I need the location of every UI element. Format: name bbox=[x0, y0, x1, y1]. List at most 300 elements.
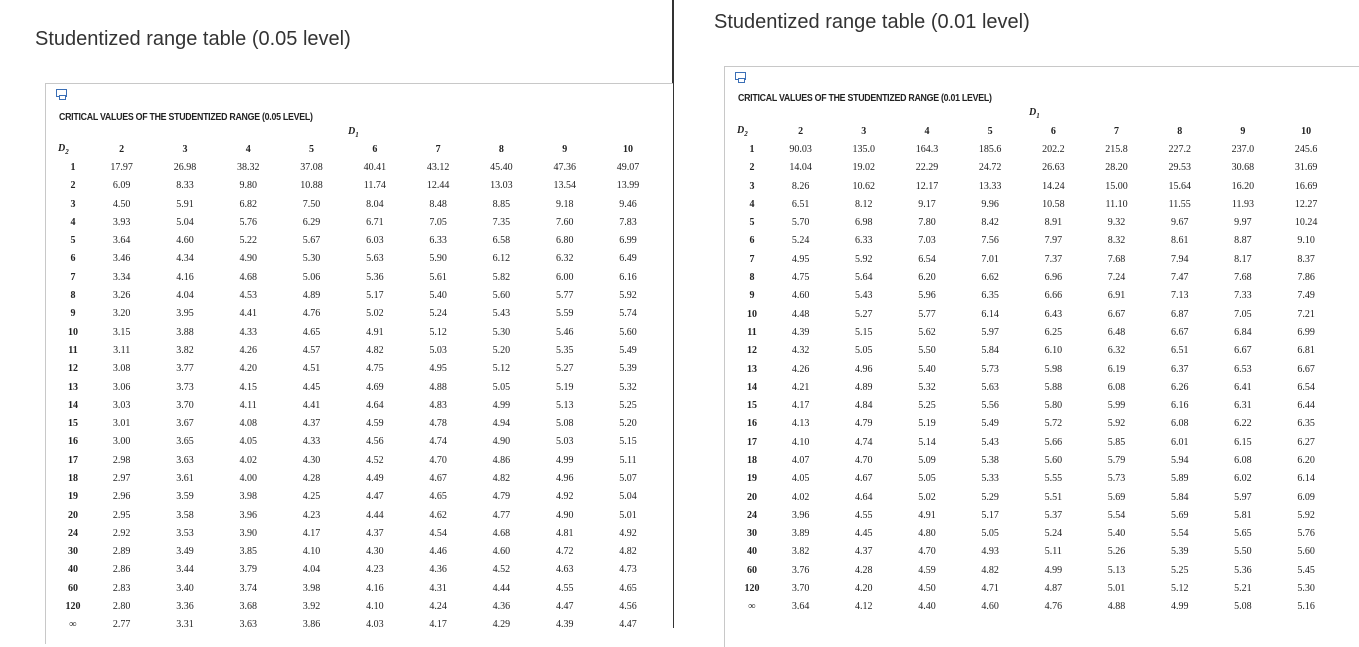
table-cell: 8.85 bbox=[492, 198, 511, 210]
table-cell: 5.24 bbox=[429, 308, 447, 320]
row-label: 9 bbox=[749, 290, 755, 302]
table-cell: 4.81 bbox=[555, 527, 574, 539]
table-cell: 8.04 bbox=[366, 198, 384, 210]
table-cell: 3.98 bbox=[302, 582, 321, 594]
row-label: 16 bbox=[747, 418, 757, 430]
table-cell: 6.37 bbox=[1170, 363, 1189, 375]
table-cell: 7.68 bbox=[1234, 272, 1252, 284]
table-cell: 5.36 bbox=[1234, 564, 1252, 576]
table-cell: 3.68 bbox=[239, 601, 257, 613]
table-cell: 4.37 bbox=[855, 546, 873, 558]
table-cell: 6.14 bbox=[981, 308, 999, 320]
table-row bbox=[56, 213, 660, 231]
table-row bbox=[735, 579, 1338, 597]
table-cell: 3.89 bbox=[791, 528, 810, 540]
table-cell: 5.32 bbox=[619, 381, 637, 393]
table-cell: 5.25 bbox=[619, 399, 637, 411]
table-cell: 5.36 bbox=[366, 271, 384, 283]
row-label: 40 bbox=[747, 546, 757, 558]
copy-table-icon[interactable] bbox=[735, 72, 746, 80]
table-cell: 4.92 bbox=[619, 527, 637, 539]
row-label: 20 bbox=[68, 509, 78, 521]
table-cell: 5.66 bbox=[1044, 436, 1063, 448]
table-cell: 3.63 bbox=[239, 619, 257, 631]
column-header: 4 bbox=[245, 143, 251, 155]
table-cell: 45.40 bbox=[490, 161, 513, 173]
table-cell: 5.03 bbox=[555, 436, 574, 448]
table-cell: 6.80 bbox=[555, 235, 574, 247]
table-cell: 4.64 bbox=[366, 399, 384, 411]
table-cell: 5.43 bbox=[855, 290, 873, 302]
table-cell: 7.33 bbox=[1234, 290, 1252, 302]
table-cell: 3.96 bbox=[239, 509, 257, 521]
table-cell: 7.80 bbox=[918, 217, 936, 229]
table-cell: 4.48 bbox=[791, 308, 810, 320]
table-cell: 4.36 bbox=[492, 601, 511, 613]
table-row bbox=[735, 488, 1338, 506]
table-cell: 5.63 bbox=[981, 381, 999, 393]
table-cell: 4.37 bbox=[366, 527, 384, 539]
table-cell: 5.03 bbox=[429, 344, 447, 356]
table-cell: 3.59 bbox=[176, 491, 194, 503]
table-row bbox=[56, 231, 660, 249]
table-cell: 6.84 bbox=[1234, 326, 1252, 338]
table-cell: 13.54 bbox=[553, 180, 576, 192]
table-cell: 6.35 bbox=[981, 290, 999, 302]
page-title-right: Studentized range table (0.01 level) bbox=[714, 11, 1030, 33]
table-cell: 5.06 bbox=[302, 271, 321, 283]
table-cell: 6.25 bbox=[1044, 326, 1063, 338]
table-cell: 7.05 bbox=[429, 216, 447, 228]
table-cell: 4.23 bbox=[366, 564, 384, 576]
table-cell: 6.08 bbox=[1234, 454, 1252, 466]
table-row bbox=[735, 598, 1338, 616]
table-row bbox=[735, 195, 1338, 213]
table-cell: 4.75 bbox=[791, 272, 810, 284]
table-cell: 4.10 bbox=[791, 436, 810, 448]
table-cell: 4.20 bbox=[239, 363, 257, 375]
table-cell: 3.00 bbox=[112, 436, 131, 448]
table-cell: 3.73 bbox=[176, 381, 194, 393]
table-cell: 4.05 bbox=[239, 436, 257, 448]
table-cell: 8.48 bbox=[429, 198, 447, 210]
table-cell: 4.16 bbox=[366, 582, 384, 594]
table-row bbox=[735, 433, 1338, 451]
table-cell: 3.67 bbox=[176, 418, 194, 430]
table-cell: 47.36 bbox=[553, 161, 576, 173]
table-cell: 6.22 bbox=[1234, 418, 1252, 430]
table-row bbox=[56, 305, 660, 323]
table-cell: 5.69 bbox=[1170, 509, 1189, 521]
row-label: 3 bbox=[749, 180, 755, 192]
table-cell: 5.13 bbox=[1107, 564, 1126, 576]
column-header: 10 bbox=[623, 143, 634, 155]
table-cell: 5.62 bbox=[918, 326, 936, 338]
table-cell: 16.69 bbox=[1294, 180, 1318, 192]
table-cell: 4.45 bbox=[302, 381, 321, 393]
table-cell: 14.04 bbox=[789, 162, 812, 174]
table-cell: 5.56 bbox=[981, 400, 999, 412]
table-cell: 3.53 bbox=[176, 527, 194, 539]
table-cell: 3.15 bbox=[112, 326, 131, 338]
table-cell: 6.26 bbox=[1170, 381, 1189, 393]
column-header: 10 bbox=[1301, 125, 1312, 137]
table-cell: 4.17 bbox=[791, 400, 810, 412]
table-cell: 5.90 bbox=[429, 253, 447, 265]
table-cell: 4.89 bbox=[855, 381, 873, 393]
table-cell: 3.06 bbox=[112, 381, 131, 393]
table-heading: CRITICAL VALUES OF THE STUDENTIZED RANGE (0.05 LEVEL) bbox=[59, 112, 313, 123]
table-cell: 3.77 bbox=[176, 363, 194, 375]
table-cell: 5.32 bbox=[918, 381, 936, 393]
table-cell: 4.46 bbox=[429, 546, 447, 558]
table-cell: 4.16 bbox=[176, 271, 194, 283]
table-cell: 38.32 bbox=[236, 161, 260, 173]
table-cell: 4.30 bbox=[366, 546, 384, 558]
table-cell: 4.20 bbox=[855, 583, 873, 595]
table-cell: 6.48 bbox=[1107, 326, 1126, 338]
table-row bbox=[56, 616, 660, 634]
table-row bbox=[735, 506, 1338, 524]
table-cell: 7.13 bbox=[1170, 290, 1189, 302]
table-cell: 3.08 bbox=[112, 363, 131, 375]
table-cell: 4.02 bbox=[791, 491, 810, 503]
table-cell: 5.16 bbox=[1297, 601, 1315, 613]
table-cell: 4.77 bbox=[492, 509, 511, 521]
table-cell: 4.33 bbox=[302, 436, 321, 448]
d2-header: $D_2$ bbox=[58, 142, 69, 156]
table-cell: 6.49 bbox=[619, 253, 637, 265]
column-header: 9 bbox=[562, 143, 568, 155]
table-cell: 5.46 bbox=[555, 326, 574, 338]
table-cell: 5.15 bbox=[619, 436, 637, 448]
table-cell: 7.03 bbox=[918, 235, 936, 247]
table-cell: 5.60 bbox=[619, 326, 637, 338]
table-cell: 6.20 bbox=[1297, 454, 1315, 466]
table-cell: 4.34 bbox=[176, 253, 194, 265]
table-cell: 6.32 bbox=[1107, 345, 1126, 357]
table-cell: 6.12 bbox=[492, 253, 511, 265]
table-cell: 5.92 bbox=[1297, 509, 1315, 521]
table-cell: 5.60 bbox=[492, 290, 511, 302]
row-label: 14 bbox=[747, 381, 757, 393]
table-cell: 5.96 bbox=[918, 290, 936, 302]
table-cell: 4.73 bbox=[619, 564, 637, 576]
column-header: 2 bbox=[798, 125, 804, 137]
table-cell: 7.60 bbox=[555, 216, 574, 228]
table-cell: 6.99 bbox=[1297, 326, 1315, 338]
row-label: 9 bbox=[70, 308, 76, 320]
table-cell: 6.41 bbox=[1234, 381, 1252, 393]
row-label: ∞ bbox=[69, 619, 77, 631]
table-cell: 4.90 bbox=[492, 436, 511, 448]
column-header: 5 bbox=[987, 125, 993, 137]
table-cell: 4.36 bbox=[429, 564, 447, 576]
table-cell: 6.00 bbox=[555, 271, 574, 283]
table-cell: 245.6 bbox=[1294, 143, 1318, 155]
column-header: 8 bbox=[498, 143, 504, 155]
table-cell: 5.24 bbox=[791, 235, 810, 247]
table-cell: 4.15 bbox=[239, 381, 257, 393]
table-cell: 4.51 bbox=[302, 363, 321, 375]
table-cell: 227.2 bbox=[1168, 143, 1191, 155]
table-cell: 3.95 bbox=[176, 308, 194, 320]
table-cell: 5.92 bbox=[1107, 418, 1126, 430]
table-row bbox=[56, 378, 660, 396]
table-cell: 4.41 bbox=[239, 308, 257, 320]
table-cell: 16.20 bbox=[1231, 180, 1255, 192]
table-cell: 13.99 bbox=[616, 180, 640, 192]
row-label: 5 bbox=[749, 217, 755, 229]
table-cell: 4.26 bbox=[791, 363, 810, 375]
table-cell: 5.61 bbox=[429, 271, 447, 283]
table-cell: 6.67 bbox=[1170, 326, 1189, 338]
table-cell: 4.96 bbox=[555, 472, 574, 484]
table-cell: 9.46 bbox=[619, 198, 637, 210]
table-cell: 9.67 bbox=[1170, 217, 1189, 229]
table-cell: 7.68 bbox=[1107, 253, 1126, 265]
table-cell: 202.2 bbox=[1042, 143, 1065, 155]
table-cell: 3.70 bbox=[791, 583, 810, 595]
row-label: 8 bbox=[70, 290, 76, 302]
table-cell: 5.05 bbox=[918, 473, 936, 485]
studentized-range-table-001 bbox=[735, 122, 1338, 616]
table-cell: 4.21 bbox=[791, 381, 810, 393]
table-cell: 4.99 bbox=[555, 454, 574, 466]
table-cell: 4.95 bbox=[429, 363, 447, 375]
table-row bbox=[56, 250, 660, 268]
d1-label: $D_1$ bbox=[1029, 107, 1040, 120]
table-cell: 6.87 bbox=[1170, 308, 1189, 320]
table-cell: 5.55 bbox=[1044, 473, 1063, 485]
table-cell: 4.25 bbox=[302, 491, 321, 503]
table-row bbox=[56, 488, 660, 506]
row-label: 2 bbox=[749, 162, 755, 174]
table-cell: 6.01 bbox=[1170, 436, 1189, 448]
table-cell: 3.76 bbox=[791, 564, 810, 576]
table-cell: 24.72 bbox=[978, 162, 1002, 174]
row-label: 18 bbox=[68, 472, 78, 484]
table-cell: 7.50 bbox=[302, 198, 321, 210]
table-cell: 4.17 bbox=[429, 619, 447, 631]
table-row bbox=[56, 561, 660, 579]
table-row bbox=[56, 396, 660, 414]
column-header: 7 bbox=[1114, 125, 1120, 137]
table-cell: 4.88 bbox=[429, 381, 447, 393]
table-cell: 6.54 bbox=[1297, 381, 1315, 393]
table-cell: 6.82 bbox=[239, 198, 257, 210]
table-cell: 5.11 bbox=[1044, 546, 1062, 558]
table-cell: 4.76 bbox=[1044, 601, 1063, 613]
table-cell: 4.24 bbox=[429, 601, 447, 613]
table-cell: 8.61 bbox=[1170, 235, 1189, 247]
table-cell: 3.92 bbox=[302, 601, 321, 613]
table-cell: 7.49 bbox=[1297, 290, 1315, 302]
table-cell: 3.93 bbox=[112, 216, 131, 228]
table-cell: 5.89 bbox=[1170, 473, 1189, 485]
table-cell: 3.90 bbox=[239, 527, 257, 539]
table-cell: 7.83 bbox=[619, 216, 637, 228]
table-row bbox=[56, 158, 660, 176]
table-cell: 7.24 bbox=[1107, 272, 1126, 284]
table-row bbox=[735, 250, 1338, 268]
column-header: 3 bbox=[182, 143, 188, 155]
table-cell: 30.68 bbox=[1231, 162, 1255, 174]
table-cell: 7.47 bbox=[1170, 272, 1189, 284]
row-label: 11 bbox=[747, 326, 757, 338]
table-row bbox=[735, 561, 1338, 579]
table-row bbox=[735, 415, 1338, 433]
table-cell: 8.91 bbox=[1044, 217, 1063, 229]
table-row bbox=[735, 342, 1338, 360]
table-cell: 5.29 bbox=[981, 491, 999, 503]
table-cell: 4.52 bbox=[492, 564, 511, 576]
table-cell: 4.93 bbox=[981, 546, 999, 558]
table-cell: 4.65 bbox=[619, 582, 637, 594]
table-cell: 8.12 bbox=[855, 198, 873, 210]
table-cell: 4.91 bbox=[918, 509, 936, 521]
table-cell: 4.86 bbox=[492, 454, 511, 466]
table-cell: 5.82 bbox=[492, 271, 511, 283]
table-cell: 5.24 bbox=[1044, 528, 1063, 540]
table-cell: 2.77 bbox=[112, 619, 131, 631]
table-cell: 3.70 bbox=[176, 399, 194, 411]
table-cell: 5.64 bbox=[855, 272, 873, 284]
table-cell: 4.60 bbox=[791, 290, 810, 302]
table-cell: 5.70 bbox=[791, 217, 810, 229]
column-header: 3 bbox=[861, 125, 867, 137]
table-cell: 6.44 bbox=[1297, 400, 1315, 412]
table-cell: 4.26 bbox=[239, 344, 257, 356]
row-label: 3 bbox=[70, 198, 76, 210]
table-cell: 26.98 bbox=[173, 161, 197, 173]
table-cell: 3.65 bbox=[176, 436, 194, 448]
table-cell: 6.29 bbox=[302, 216, 321, 228]
table-cell: 5.94 bbox=[1170, 454, 1189, 466]
table-cell: 5.19 bbox=[555, 381, 574, 393]
copy-table-icon[interactable] bbox=[56, 89, 67, 97]
table-row bbox=[735, 396, 1338, 414]
table-row bbox=[735, 543, 1338, 561]
table-cell: 5.07 bbox=[619, 472, 637, 484]
row-label: 5 bbox=[70, 235, 76, 247]
row-label: 10 bbox=[747, 308, 757, 320]
table-cell: 5.39 bbox=[619, 363, 637, 375]
table-cell: 5.39 bbox=[1170, 546, 1189, 558]
table-cell: 6.58 bbox=[492, 235, 511, 247]
table-cell: 28.20 bbox=[1105, 162, 1128, 174]
table-cell: 2.98 bbox=[112, 454, 131, 466]
table-cell: 4.60 bbox=[981, 601, 999, 613]
table-cell: 4.40 bbox=[918, 601, 936, 613]
table-cell: 4.28 bbox=[302, 472, 321, 484]
table-cell: 5.76 bbox=[1297, 528, 1315, 540]
row-label: 1 bbox=[749, 143, 755, 155]
table-cell: 2.80 bbox=[112, 601, 131, 613]
table-cell: 4.32 bbox=[791, 345, 810, 357]
row-label: 7 bbox=[70, 271, 76, 283]
header-row bbox=[56, 140, 660, 158]
table-cell: 5.40 bbox=[918, 363, 936, 375]
table-cell: 5.88 bbox=[1044, 381, 1063, 393]
table-cell: 5.33 bbox=[981, 473, 999, 485]
table-cell: 5.30 bbox=[1297, 583, 1315, 595]
table-cell: 4.70 bbox=[918, 546, 936, 558]
table-cell: 6.62 bbox=[981, 272, 999, 284]
table-row bbox=[735, 323, 1338, 341]
table-cell: 2.83 bbox=[112, 582, 131, 594]
table-cell: 5.11 bbox=[619, 454, 637, 466]
table-cell: 5.43 bbox=[492, 308, 511, 320]
column-header: 6 bbox=[1050, 125, 1056, 137]
table-heading: CRITICAL VALUES OF THE STUDENTIZED RANGE (0.01 LEVEL) bbox=[738, 93, 992, 104]
row-label: 30 bbox=[68, 546, 78, 558]
table-cell: 12.44 bbox=[426, 180, 450, 192]
table-cell: 5.97 bbox=[981, 326, 999, 338]
table-cell: 4.12 bbox=[855, 601, 873, 613]
table-cell: 5.12 bbox=[492, 363, 511, 375]
table-cell: 3.64 bbox=[791, 601, 810, 613]
table-cell: 5.73 bbox=[981, 363, 999, 375]
table-cell: 90.03 bbox=[789, 143, 812, 155]
table-cell: 5.17 bbox=[981, 509, 999, 521]
table-cell: 7.56 bbox=[981, 235, 999, 247]
table-cell: 4.65 bbox=[302, 326, 321, 338]
table-cell: 6.31 bbox=[1234, 400, 1252, 412]
table-cell: 5.27 bbox=[855, 308, 873, 320]
row-label: 40 bbox=[68, 564, 78, 576]
table-row bbox=[56, 323, 660, 341]
table-cell: 12.27 bbox=[1294, 198, 1318, 210]
table-cell: 4.72 bbox=[555, 546, 574, 558]
table-cell: 5.27 bbox=[555, 363, 574, 375]
table-cell: 4.52 bbox=[366, 454, 384, 466]
table-cell: 7.97 bbox=[1044, 235, 1063, 247]
row-label: 17 bbox=[747, 436, 757, 448]
table-cell: 4.60 bbox=[176, 235, 194, 247]
table-cell: 4.87 bbox=[1044, 583, 1063, 595]
d1-label: $D_1$ bbox=[348, 126, 359, 139]
table-cell: 6.81 bbox=[1297, 345, 1315, 357]
row-label: 8 bbox=[749, 272, 755, 284]
table-cell: 4.44 bbox=[366, 509, 384, 521]
table-cell: 6.67 bbox=[1234, 345, 1252, 357]
row-label: 15 bbox=[747, 400, 757, 412]
table-cell: 14.24 bbox=[1042, 180, 1065, 192]
table-cell: 2.96 bbox=[112, 491, 131, 503]
table-cell: 10.88 bbox=[300, 180, 323, 192]
table-cell: 5.25 bbox=[918, 400, 936, 412]
table-cell: 4.71 bbox=[981, 583, 999, 595]
row-label: 6 bbox=[70, 253, 76, 265]
table-cell: 5.84 bbox=[981, 345, 999, 357]
table-cell: 5.02 bbox=[918, 491, 936, 503]
table-cell: 4.45 bbox=[855, 528, 873, 540]
table-cell: 3.46 bbox=[112, 253, 131, 265]
table-cell: 4.75 bbox=[366, 363, 384, 375]
table-cell: 7.21 bbox=[1297, 308, 1315, 320]
table-cell: 3.31 bbox=[176, 619, 194, 631]
table-cell: 3.40 bbox=[176, 582, 194, 594]
table-row bbox=[735, 177, 1338, 195]
table-cell: 6.67 bbox=[1107, 308, 1126, 320]
table-cell: 8.33 bbox=[176, 180, 194, 192]
table-cell: 5.92 bbox=[855, 253, 873, 265]
table-cell: 4.94 bbox=[492, 418, 511, 430]
table-cell: 5.26 bbox=[1107, 546, 1126, 558]
table-cell: 5.01 bbox=[619, 509, 637, 521]
table-row bbox=[56, 543, 660, 561]
